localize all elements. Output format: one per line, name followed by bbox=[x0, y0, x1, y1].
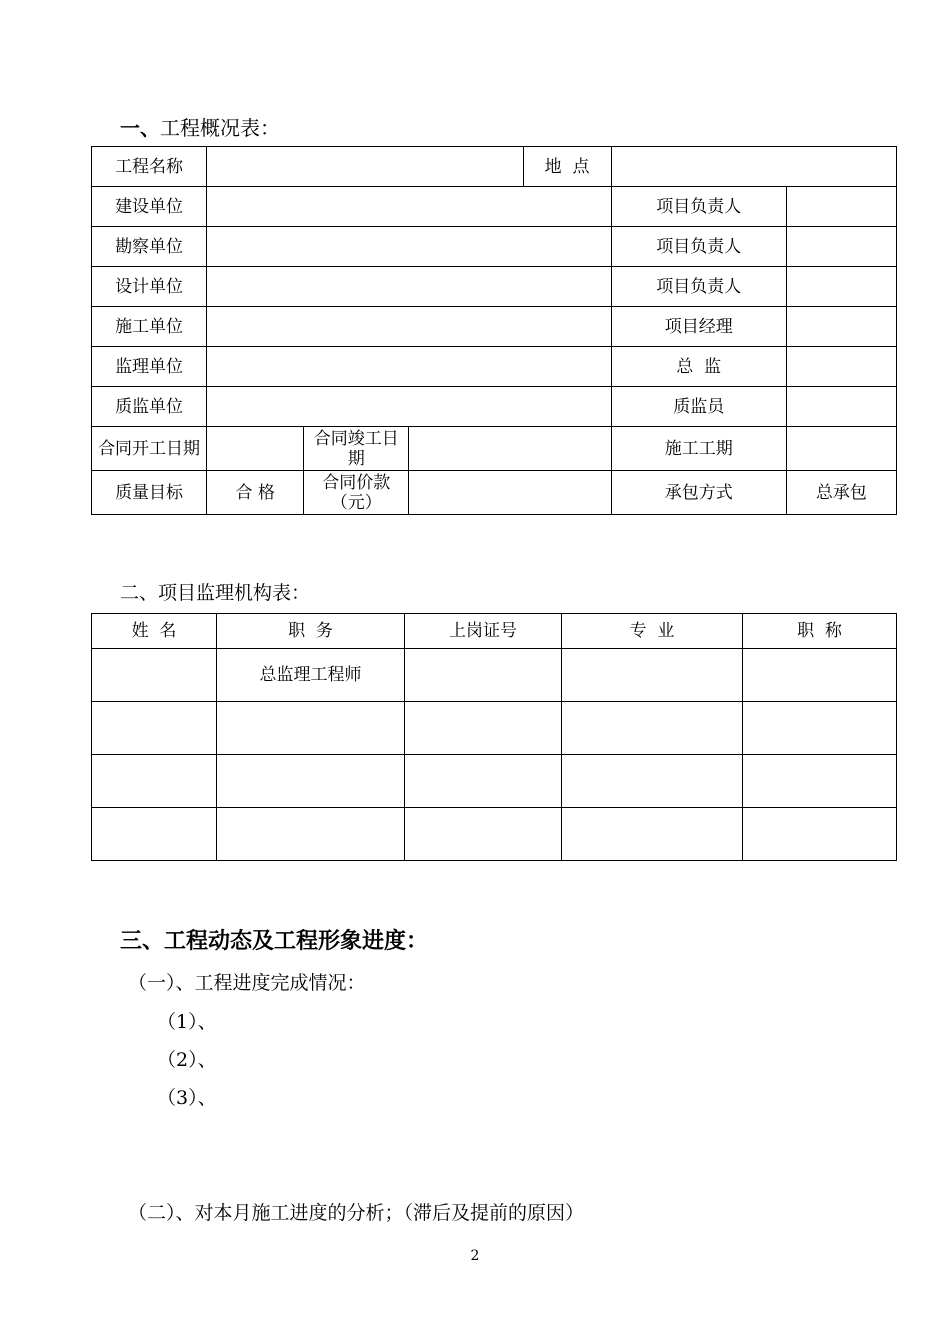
table-row bbox=[92, 387, 897, 427]
section1-title-text: 工程概况表： bbox=[160, 116, 280, 140]
builder-unit-label: 施工单位 bbox=[92, 307, 207, 347]
table-row bbox=[92, 347, 897, 387]
contract-end-label: 合同竣工日期 bbox=[304, 427, 409, 471]
quality-target-value: 合 格 bbox=[207, 471, 304, 515]
project-overview-table bbox=[91, 146, 897, 515]
supervision-unit-label: 监理单位 bbox=[92, 347, 207, 387]
table-row bbox=[92, 307, 897, 347]
builder-unit-field[interactable] bbox=[207, 307, 611, 347]
supervision-unit-field[interactable] bbox=[207, 347, 611, 387]
table-row bbox=[92, 702, 897, 755]
survey-unit-field[interactable] bbox=[207, 227, 611, 267]
quality-unit-field[interactable] bbox=[207, 387, 611, 427]
progress-item-1: （1）、 bbox=[157, 1011, 217, 1033]
survey-unit-label: 勘察单位 bbox=[92, 227, 207, 267]
design-manager-field[interactable] bbox=[786, 267, 896, 307]
survey-manager-label: 项目负责人 bbox=[611, 227, 786, 267]
staff-position-cell[interactable] bbox=[217, 808, 405, 861]
chief-supervisor-field[interactable] bbox=[786, 347, 896, 387]
contract-start-field[interactable] bbox=[207, 427, 304, 471]
construction-manager-label: 项目负责人 bbox=[611, 187, 786, 227]
header-specialty: 专 业 bbox=[562, 614, 743, 649]
header-certificate: 上岗证号 bbox=[405, 614, 562, 649]
design-unit-field[interactable] bbox=[207, 267, 611, 307]
quality-unit-label: 质监单位 bbox=[92, 387, 207, 427]
survey-manager-field[interactable] bbox=[786, 227, 896, 267]
header-name: 姓 名 bbox=[92, 614, 217, 649]
staff-certificate-cell[interactable] bbox=[405, 702, 562, 755]
chief-supervisor-label: 总 监 bbox=[611, 347, 786, 387]
section3-title: 三、工程动态及工程形象进度： bbox=[120, 928, 429, 954]
staff-specialty-cell[interactable] bbox=[562, 649, 743, 702]
contract-price-field[interactable] bbox=[409, 471, 611, 515]
progress-item-2: （2）、 bbox=[157, 1049, 217, 1071]
project-manager-label: 项目经理 bbox=[611, 307, 786, 347]
location-label: 地 点 bbox=[523, 147, 611, 187]
staff-title-cell[interactable] bbox=[743, 808, 897, 861]
staff-certificate-cell[interactable] bbox=[405, 755, 562, 808]
page-number: 2 bbox=[470, 1248, 480, 1264]
table-row bbox=[92, 755, 897, 808]
project-name-field[interactable] bbox=[207, 147, 523, 187]
staff-name-cell[interactable] bbox=[92, 702, 217, 755]
quality-inspector-label: 质监员 bbox=[611, 387, 786, 427]
table-row bbox=[92, 187, 897, 227]
section2-title: 二、项目监理机构表： bbox=[120, 582, 311, 604]
progress-item-3: （3）、 bbox=[157, 1087, 217, 1109]
staff-certificate-cell[interactable] bbox=[405, 649, 562, 702]
contract-end-field[interactable] bbox=[409, 427, 611, 471]
design-manager-label: 项目负责人 bbox=[611, 267, 786, 307]
contract-mode-value: 总承包 bbox=[786, 471, 896, 515]
contract-mode-label: 承包方式 bbox=[611, 471, 786, 515]
header-position: 职 务 bbox=[217, 614, 405, 649]
section1-title-prefix: 一、 bbox=[120, 116, 160, 140]
construction-manager-field[interactable] bbox=[786, 187, 896, 227]
progress-completion-heading: （一）、工程进度完成情况： bbox=[128, 972, 366, 994]
project-manager-field[interactable] bbox=[786, 307, 896, 347]
table-row bbox=[92, 267, 897, 307]
construction-period-field[interactable] bbox=[786, 427, 896, 471]
construction-unit-label: 建设单位 bbox=[92, 187, 207, 227]
staff-name-cell[interactable] bbox=[92, 755, 217, 808]
construction-unit-field[interactable] bbox=[207, 187, 611, 227]
table-header-row bbox=[92, 614, 897, 649]
progress-analysis-heading: （二）、对本月施工进度的分析；（滞后及提前的原因） bbox=[128, 1202, 585, 1224]
section1-title bbox=[120, 112, 280, 141]
staff-title-cell[interactable] bbox=[743, 649, 897, 702]
contract-price-label: 合同价款（元） bbox=[304, 471, 409, 515]
table-row bbox=[92, 227, 897, 267]
supervision-staff-table bbox=[91, 613, 897, 861]
staff-specialty-cell[interactable] bbox=[562, 702, 743, 755]
design-unit-label: 设计单位 bbox=[92, 267, 207, 307]
header-title: 职 称 bbox=[743, 614, 897, 649]
construction-period-label: 施工工期 bbox=[611, 427, 786, 471]
project-name-label: 工程名称 bbox=[92, 147, 207, 187]
location-field[interactable] bbox=[611, 147, 896, 187]
staff-name-cell[interactable] bbox=[92, 649, 217, 702]
staff-position-cell[interactable] bbox=[217, 702, 405, 755]
table-row bbox=[92, 427, 897, 471]
quality-target-label: 质量目标 bbox=[92, 471, 207, 515]
staff-position-cell[interactable]: 总监理工程师 bbox=[217, 649, 405, 702]
staff-name-cell[interactable] bbox=[92, 808, 217, 861]
staff-title-cell[interactable] bbox=[743, 702, 897, 755]
quality-inspector-field[interactable] bbox=[786, 387, 896, 427]
staff-title-cell[interactable] bbox=[743, 755, 897, 808]
table-row bbox=[92, 147, 897, 187]
table-row bbox=[92, 649, 897, 702]
contract-start-label: 合同开工日期 bbox=[92, 427, 207, 471]
table-row bbox=[92, 471, 897, 515]
staff-certificate-cell[interactable] bbox=[405, 808, 562, 861]
table-row bbox=[92, 808, 897, 861]
staff-specialty-cell[interactable] bbox=[562, 755, 743, 808]
staff-specialty-cell[interactable] bbox=[562, 808, 743, 861]
staff-position-cell[interactable] bbox=[217, 755, 405, 808]
